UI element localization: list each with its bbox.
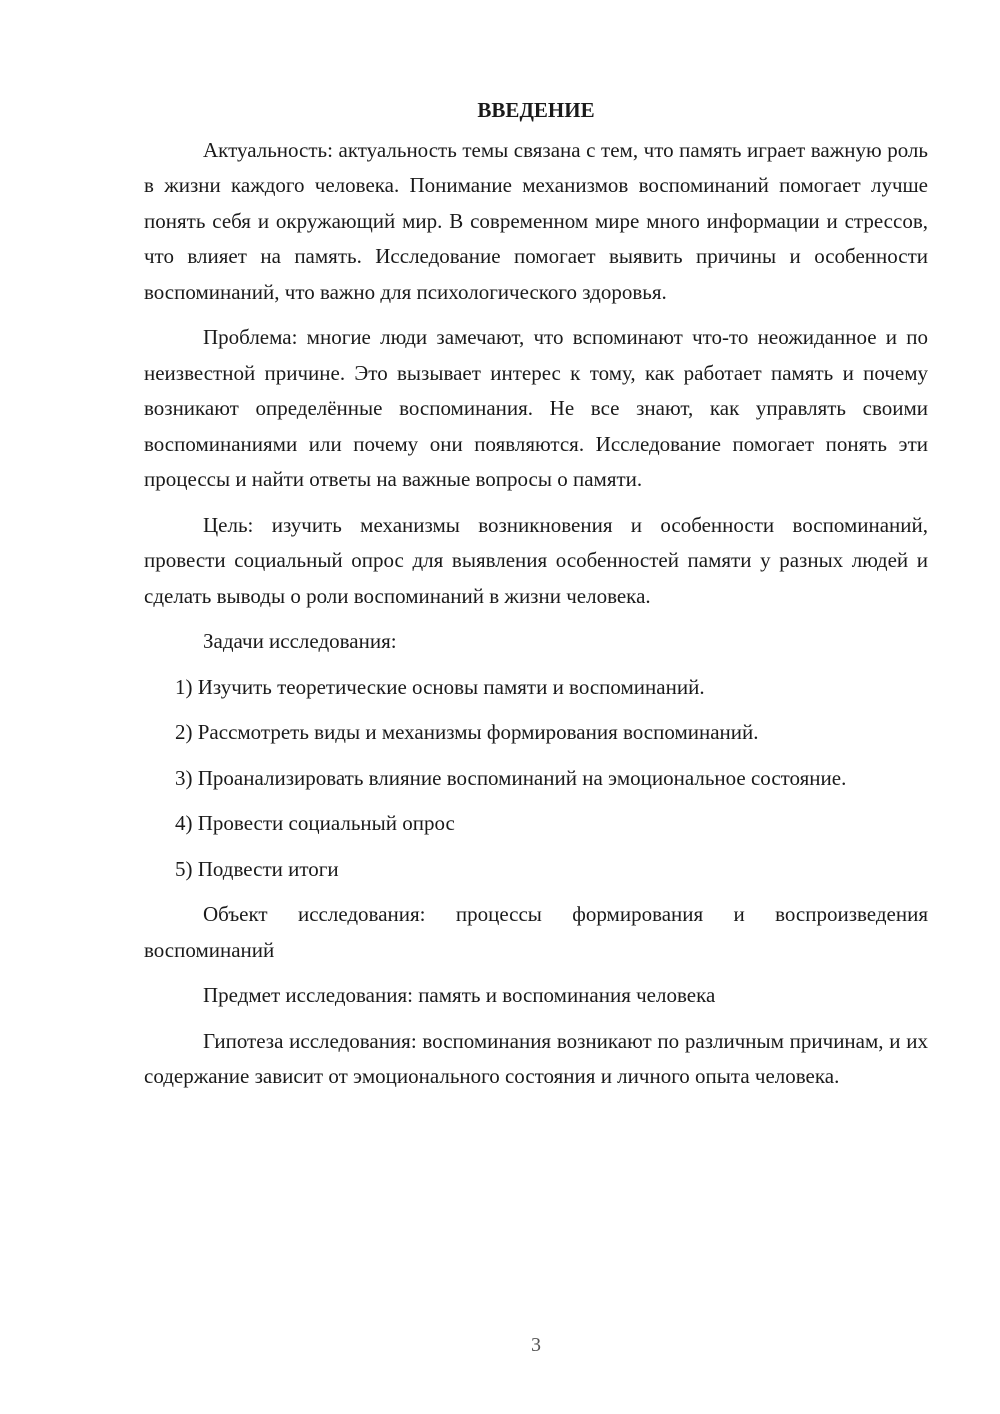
hypothesis-paragraph: Гипотеза исследования: воспоминания возникают по различным причинам, и их содержание зависит от эмоционального состояния и личного опыта человека. — [144, 1028, 928, 1088]
tasks-heading: Задачи исследования: — [203, 629, 397, 653]
object-paragraph: Объект исследования: процессы формирования и воспроизведения воспоминаний — [144, 902, 928, 962]
task-item: 5) Подвести итоги — [175, 856, 339, 881]
task-item: 4) Провести социальный опрос — [175, 811, 455, 835]
goal-paragraph: Цель: изучить механизмы возникновения и особенности воспоминаний, провести социальный опрос для выявления особенностей памяти у разных людей и сделать выводы о роли воспоминаний в жизни человека. — [144, 512, 928, 608]
relevance-paragraph: Актуальность: актуальность темы связана с тем, что память играет важную роль в жизни каждого человека. Понимание механизмов воспоминаний помогает лучше понять себя и окружающий мир. В современном мире много информации и стрессов, что влияет на память. Исследование помогает выявить причины и особенности воспоминаний, что важно для психологического здоровья. — [144, 137, 928, 304]
subject-paragraph: Предмет исследования: память и воспоминания человека — [203, 983, 716, 1007]
page-content — [144, 93, 928, 1105]
task-item: 1) Изучить теоретические основы памяти и воспоминаний. — [175, 674, 705, 699]
task-item: 2) Рассмотреть виды и механизмы формирования воспоминаний. — [175, 720, 759, 744]
page-number: 3 — [531, 1334, 541, 1356]
task-item: 3) Проанализировать влияние воспоминаний на эмоциональное состояние. — [175, 765, 847, 790]
section-title: ВВЕДЕНИЕ — [477, 98, 595, 122]
problem-paragraph: Проблема: многие люди замечают, что вспоминают что-то неожиданное и по неизвестной причине. Это вызывает интерес к тому, как работает память и почему возникают определённые воспоминания. Не все знают, как управлять своими воспоминаниями или почему они появляются. Исследование помогает понять эти процессы и найти ответы на важные вопросы о памяти. — [144, 325, 928, 491]
